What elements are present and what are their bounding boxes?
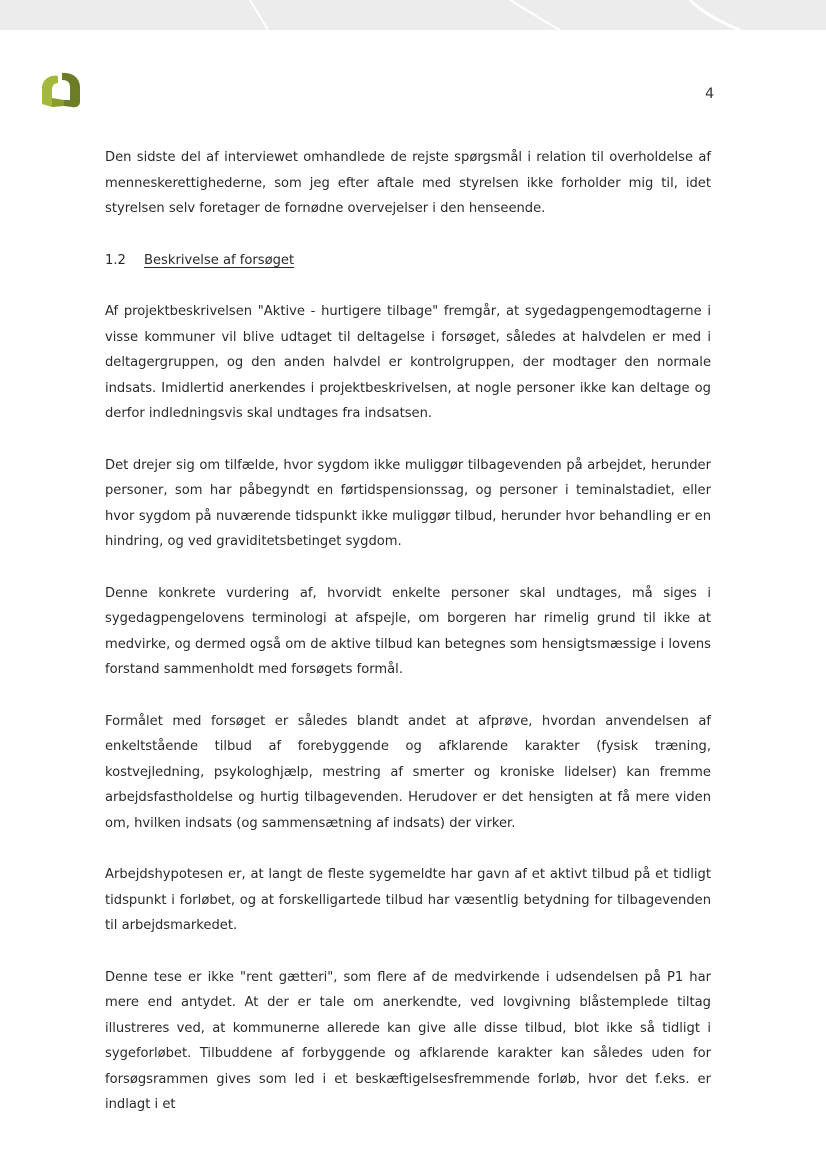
header-decoration-lines <box>0 0 826 30</box>
paragraph: Denne tese er ikke "rent gætteri", som flere af de medvirkende i udsendelsen på P1 har mere end antydet. At der er tale om anerkendte, ved lovgivning blåstemplede tiltag illustreres ved, at kommunerne allerede kan give alle disse tilbud, blot ikke så tidligt i sygeforløbet. Tilbuddene af forbyggende og afklarende karakter kan således uden for forsøgsrammen gives som led i et beskæftigelsesfremmende forløb, hvor det f.eks. er indlagt i et <box>105 969 711 1112</box>
page-header-band <box>0 0 826 30</box>
paragraph: Denne konkrete vurdering af, hvorvidt enkelte personer skal undtages, må siges i sygedagpengelovens terminologi at afspejle, om borgeren har rimelig grund til ikke at medvirke, og dermed også om de aktive tilbud kan betegnes som hensigtsmæssige i lovens forstand sammenholdt med forsøgets formål. <box>105 585 711 677</box>
document-body <box>105 145 711 1144</box>
paragraph: Af projektbeskrivelsen "Aktive - hurtigere tilbage" fremgår, at sygedagpengemodtagerne i visse kommuner vil blive udtaget til deltagelse i forsøget, således at halvdelen er med i deltagergruppen, og den anden halvdel er kontrolgruppen, der modtager den normale indsats. Imidlertid anerkendes i projektbeskrivelsen, at nogle personer ikke kan deltage og derfor indledningsvis skal undtages fra indsatsen. <box>105 304 711 421</box>
page-number: 4 <box>705 86 714 102</box>
section-heading <box>105 248 711 274</box>
paragraph: Den sidste del af interviewet omhandlede de rejste spørgsmål i relation til overholdelse af menneskerettighederne, som jeg efter aftale med styrelsen ikke forholder mig til, idet styrelsen selv foretager de fornødne overvejelser i den henseende. <box>105 150 711 216</box>
paragraph: Det drejer sig om tilfælde, hvor sygdom ikke muliggør tilbagevenden på arbejdet, herunder personer, som har påbegyndt en førtidspensionssag, og personer i teminalstadiet, eller hvor sygdom på nuværende tidspunkt ikke muliggør tilbud, herunder hvor behandling er en hindring, og ved graviditetsbetinget sygdom. <box>105 457 711 549</box>
paragraph: Arbejdshypotesen er, at langt de fleste sygemeldte har gavn af et aktivt tilbud på et tidligt tidspunkt i forløbet, og at forskelligartede tilbud har væsentlig betydning for tilbagevenden til arbejdsmarkedet. <box>105 867 711 933</box>
section-title: Beskrivelse af forsøget <box>144 252 295 268</box>
organization-logo <box>40 72 82 108</box>
paragraph: Formålet med forsøget er således blandt andet at afprøve, hvordan anvendelsen af enkeltstående tilbud af forebyggende og afklarende karakter (fysisk træning, kostvejledning, psykologhjælp, mestring af smerter og kroniske lidelser) kan fremme arbejdsfastholdelse og hurtig tilbagevenden. Herudover er det hensigten at få mere viden om, hvilken indsats (og sammensætning af indsats) der virker. <box>105 713 711 831</box>
section-number: 1.2 <box>105 252 126 268</box>
